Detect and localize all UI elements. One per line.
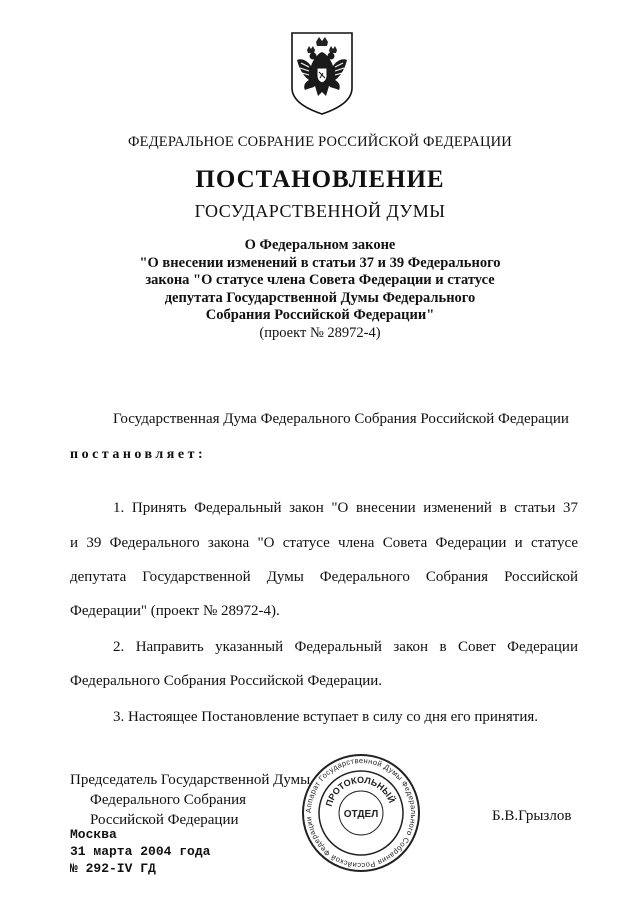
signatory-title — [70, 770, 310, 830]
stamp-outer-text: Аппарат Государственной Думы Федерального Собрания Российской Федерации — [303, 755, 419, 871]
place: Москва — [70, 827, 117, 842]
item-1-line: и 39 Федерального закона "О статусе члена Совета Федерации и статусе — [70, 535, 578, 551]
signatory-title-line: Федерального Собрания — [90, 792, 247, 808]
russian-coat-of-arms-icon — [289, 30, 355, 116]
subject-line: "О внесении изменений в статьи 37 и 39 Федерального — [139, 254, 501, 271]
item-2-line: 2. Направить указанный Федеральный закон в Совет Федерации — [113, 639, 578, 655]
item-1-line: депутата Государственной Думы Федерального Собрания Российской — [70, 569, 578, 585]
item-1-line: Федерации" (проект № 28972-4). — [70, 603, 280, 619]
stamp-ring-text: ПРОТОКОЛЬНЫЙ — [323, 774, 397, 808]
document-meta — [70, 826, 210, 877]
document-issuer-subtitle: ГОСУДАРСТВЕННОЙ ДУМЫ — [194, 201, 446, 221]
subject-line: закона "О статусе члена Совета Федерации и статусе — [145, 272, 495, 288]
stamp-center-text: ОТДЕЛ — [343, 809, 379, 820]
official-stamp — [300, 752, 422, 874]
stamp-seal-icon — [300, 752, 422, 874]
decree-word: постановляет: — [70, 447, 207, 462]
document-type-title: ПОСТАНОВЛЕНИЕ — [195, 166, 445, 193]
signatory-name: Б.В.Грызлов — [492, 808, 572, 824]
document-subject — [0, 237, 640, 342]
signatory-title-line: Российской Федерации — [90, 812, 239, 828]
coat-of-arms-emblem — [289, 30, 355, 116]
organization-heading: ФЕДЕРАЛЬНОЕ СОБРАНИЕ РОССИЙСКОЙ ФЕДЕРАЦИИ — [128, 134, 512, 150]
document-number: № 292-IV ГД — [70, 861, 156, 876]
signatory-title-line: Председатель Государственной Думы — [70, 772, 311, 788]
intro-paragraph: Государственная Дума Федерального Собрания Российской Федерации — [113, 411, 569, 427]
subject-line: О Федеральном законе — [244, 237, 396, 253]
subject-line: депутата Государственной Думы Федерального — [164, 289, 476, 306]
project-number: (проект № 28972-4) — [259, 324, 381, 341]
item-2-line: Федерального Собрания Российской Федерации. — [70, 673, 383, 689]
date: 31 марта 2004 года — [70, 844, 211, 859]
item-3-line: 3. Настоящее Постановление вступает в силу со дня его принятия. — [113, 709, 539, 725]
item-1-line: 1. Принять Федеральный закон "О внесении изменений в статьи 37 — [113, 500, 578, 516]
subject-line: Собрания Российской Федерации" — [205, 307, 435, 323]
